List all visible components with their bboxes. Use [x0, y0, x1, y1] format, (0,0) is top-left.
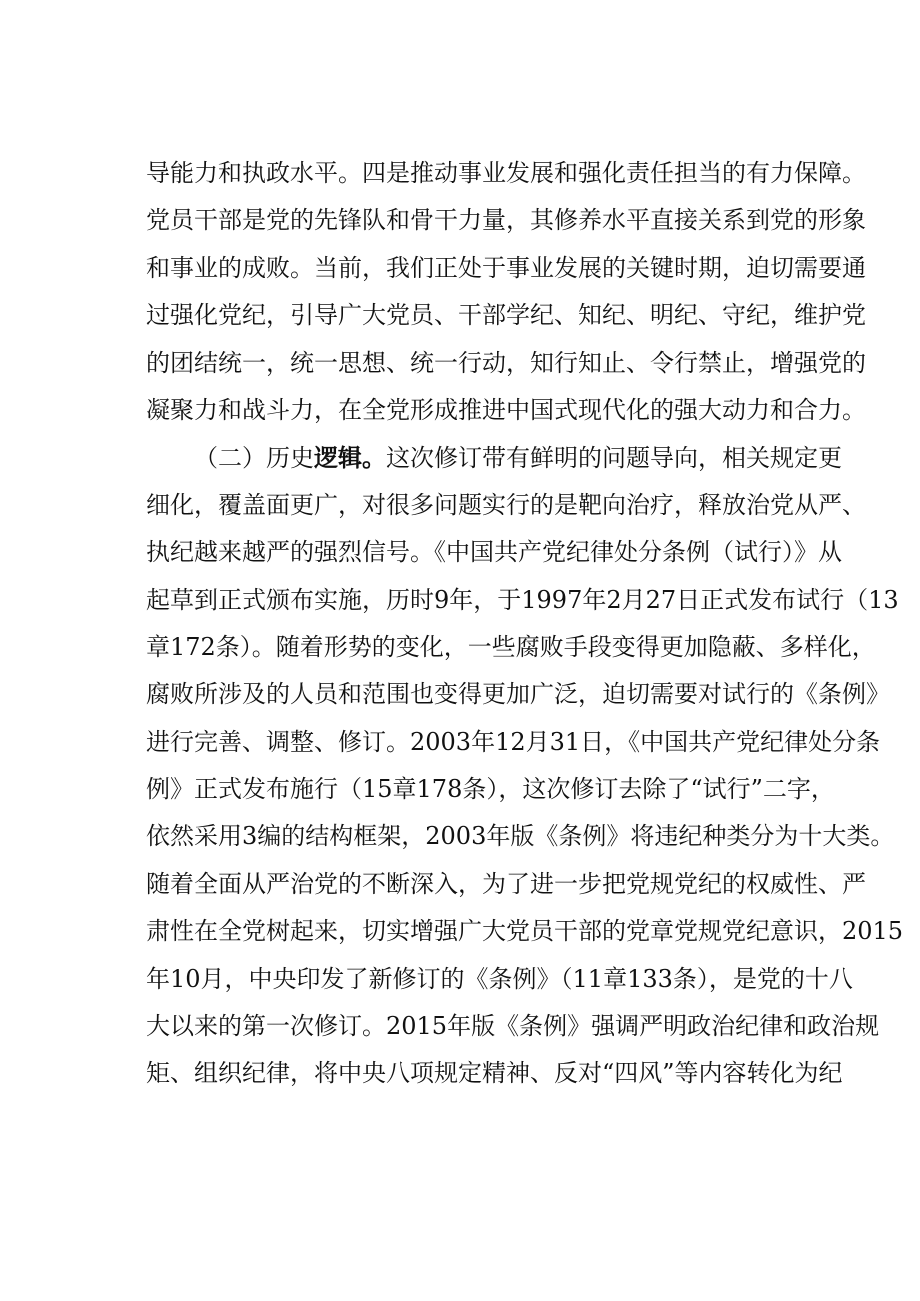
text-line: 矩、组织纪律，将中央八项规定精神、反对“四风”等内容转化为纪 [146, 1059, 843, 1088]
document-body [146, 150, 904, 1098]
text-line: 党员干部是党的先锋队和骨干力量，其修养水平直接关系到党的形象 [146, 206, 866, 235]
text-line: 随着全面从严治党的不断深入，为了进一步把党规党纪的权威性、严 [146, 869, 866, 898]
text-line: 依然采用3编的结构框架，2003年版《条例》将违纪种类分为十大类。 [146, 822, 895, 851]
text-line: 例》正式发布施行（15章178条），这次修订去除了“试行”二字， [146, 775, 835, 804]
text-line: 导能力和执政水平。四是推动事业发展和强化责任担当的有力保障。 [146, 159, 866, 187]
text-line: 凝聚力和战斗力，在全党形成推进中国式现代化的强大动力和合力。 [146, 395, 866, 424]
text-line: 肃性在全党树起来，切实增强广大党员干部的党章党规党纪意识，2015 [146, 917, 904, 946]
text-line: 年10月，中央印发了新修订的《条例》（11章133条），是党的十八 [146, 964, 853, 993]
section-heading-emphasis: 逻辑。 [314, 443, 386, 473]
text-line: 的团结统一，统一思想、统一行动，知行知止、令行禁止，增强党的 [146, 348, 866, 377]
section-heading-text: 这次修订带有鲜明的问题导向，相关规定更 [386, 444, 842, 473]
text-line: 细化，覆盖面更广，对很多问题实行的是靶向治疗，释放治党从严、 [146, 490, 866, 519]
text-line: 进行完善、调整、修订。2003年12月31日，《中国共产党纪律处分条 [146, 727, 881, 756]
text-line: 和事业的成败。当前，我们正处于事业发展的关键时期，迫切需要通 [146, 253, 866, 282]
text-line: 起草到正式颁布实施，历时9年，于1997年2月27日正式发布试行（13 [146, 585, 899, 614]
text-line: 章172条）。随着形势的变化，一些腐败手段变得更加隐蔽、多样化， [146, 632, 876, 661]
text-line: 大以来的第一次修订。2015年版《条例》强调严明政治纪律和政治规 [146, 1012, 880, 1041]
section-heading-line [146, 434, 842, 481]
section-heading-label: （二）历史 [194, 444, 314, 473]
text-line: 腐败所涉及的人员和范围也变得更加广泛，迫切需要对试行的《条例》 [146, 680, 890, 709]
text-line: 过强化党纪，引导广大党员、干部学纪、知纪、明纪、守纪，维护党 [146, 301, 866, 330]
text-line: 执纪越来越严的强烈信号。《中国共产党纪律处分条例（试行）》从 [146, 538, 842, 567]
